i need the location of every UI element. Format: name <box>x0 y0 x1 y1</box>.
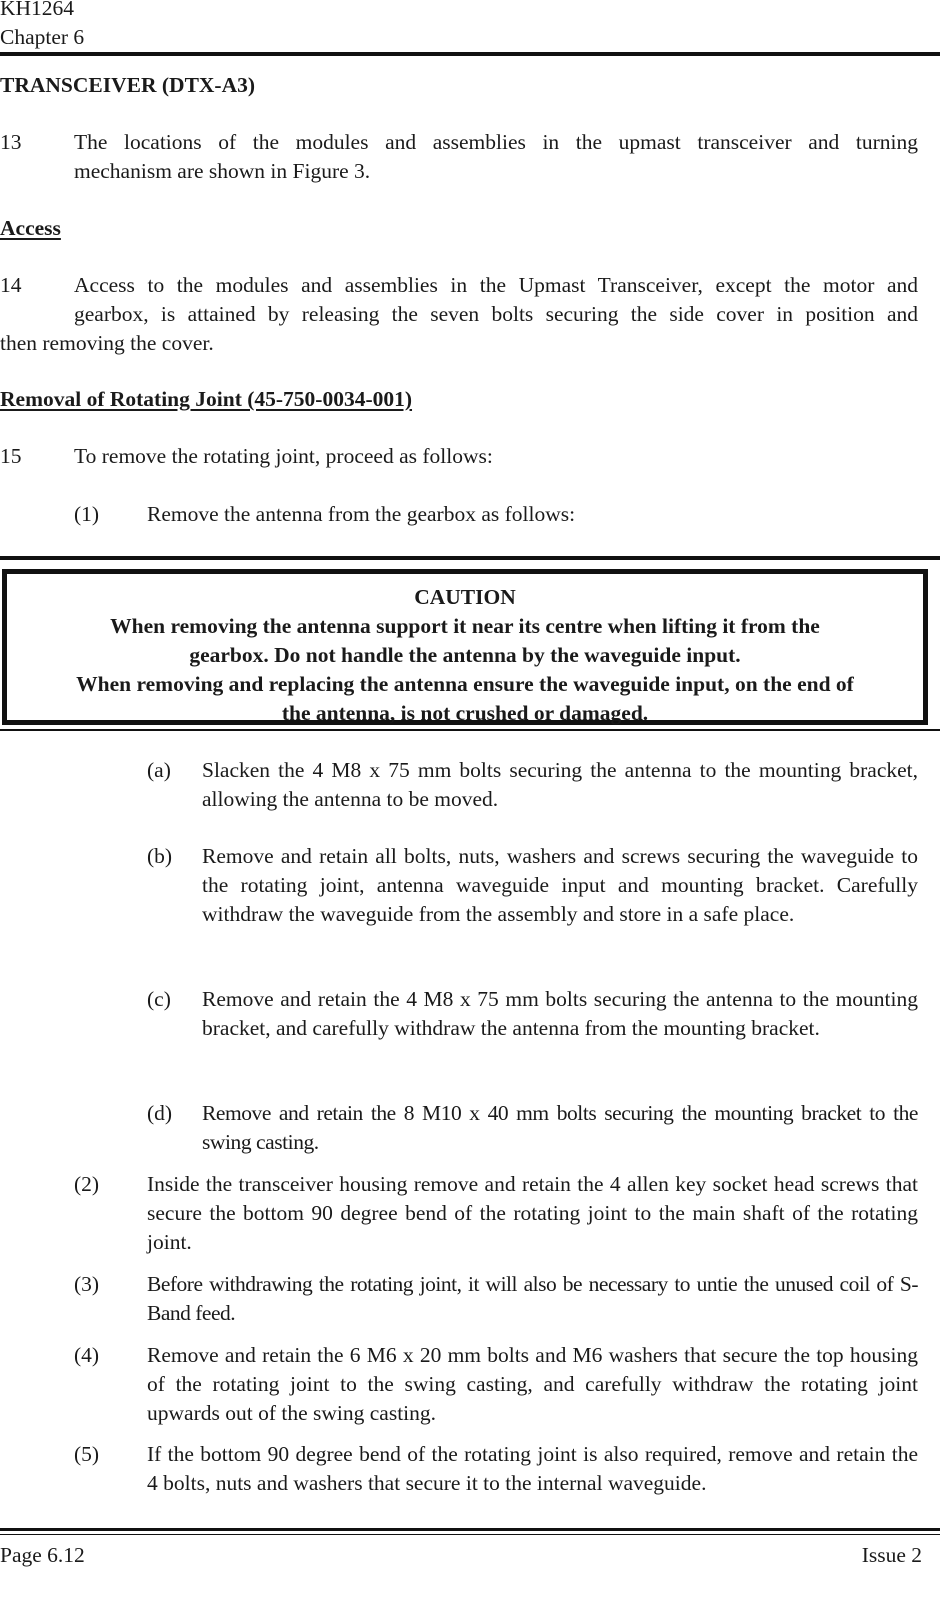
caution-title: CAUTION <box>414 585 516 609</box>
para-13-number: 13 <box>0 130 22 154</box>
substep-c-label: (c) <box>147 987 171 1011</box>
substep-b-label: (b) <box>147 844 173 868</box>
step-5-label: (5) <box>74 1442 100 1466</box>
substep-a-text: Slacken the 4 M8 x 75 mm bolts securing the antenna to the mounting bracket, allowing the antenna to be moved. <box>202 758 918 811</box>
caution-line-1: When removing the antenna support it near its centre when lifting it from the <box>110 614 820 638</box>
caution-top-rule <box>0 556 940 560</box>
page-number: Page 6.12 <box>0 1543 85 1567</box>
step-2-label: (2) <box>74 1172 100 1196</box>
para-13-line1: The locations of the modules and assemblies in the upmast transceiver and turning <box>74 130 918 154</box>
doc-code: KH1264 <box>0 0 75 20</box>
section-title: TRANSCEIVER (DTX-A3) <box>0 73 256 97</box>
para-14-line2: gearbox, is attained by releasing the seven bolts securing the side cover in position and <box>74 302 918 326</box>
step-1-text: Remove the antenna from the gearbox as follows: <box>147 502 576 526</box>
para-13-line2: mechanism are shown in Figure 3. <box>74 159 371 183</box>
issue-label: Issue 2 <box>861 1543 922 1567</box>
step-3-label: (3) <box>74 1272 100 1296</box>
caution-line-3: When removing and replacing the antenna ensure the waveguide input, on the end of <box>76 672 854 696</box>
substep-d-label: (d) <box>147 1101 173 1125</box>
para-14-line1: Access to the modules and assemblies in the Upmast Transceiver, except the motor and <box>74 273 918 297</box>
substep-d-text: Remove and retain the 8 M10 x 40 mm bolts securing the mounting bracket to the swing casting. <box>202 1101 918 1154</box>
step-3-text: Before withdrawing the rotating joint, it will also be necessary to untie the unused coil of S-Band feed. <box>147 1272 918 1325</box>
footer-rule-thick <box>0 1528 940 1531</box>
substep-c-text: Remove and retain the 4 M8 x 75 mm bolts securing the antenna to the mounting bracket, and carefully withdraw the antenna from the mounting bracket. <box>202 987 918 1040</box>
substep-a-label: (a) <box>147 758 171 782</box>
para-15-intro: To remove the rotating joint, proceed as follows: <box>74 444 493 468</box>
footer-rule-thin <box>0 1534 940 1535</box>
substep-b-text: Remove and retain all bolts, nuts, washers and screws securing the waveguide to the rotating joint, antenna waveguide input and mounting bracket. Carefully withdraw the waveguide from the assembly and store in a safe place. <box>202 844 918 926</box>
para-14-line3: then removing the cover. <box>0 331 214 355</box>
step-2-text: Inside the transceiver housing remove and retain the 4 allen key socket head screws that secure the bottom 90 degree bend of the rotating joint to the main shaft of the rotating joint. <box>147 1172 918 1254</box>
caution-bottom-rule <box>0 729 940 731</box>
access-heading: Access <box>0 216 61 240</box>
para-15-number: 15 <box>0 444 22 468</box>
step-1-label: (1) <box>74 502 100 526</box>
header-rule <box>0 52 940 56</box>
step-4-text: Remove and retain the 6 M6 x 20 mm bolts and M6 washers that secure the top housing of the rotating joint to the swing casting, and carefully withdraw the rotating joint upwards out of the swing casting. <box>147 1343 918 1425</box>
step-4-label: (4) <box>74 1343 100 1367</box>
caution-line-4: the antenna, is not crushed or damaged. <box>281 701 649 725</box>
caution-box <box>2 569 928 725</box>
removal-heading: Removal of Rotating Joint (45-750-0034-001) <box>0 387 413 411</box>
step-5-text: If the bottom 90 degree bend of the rotating joint is also required, remove and retain the 4 bolts, nuts and washers that secure it to the internal waveguide. <box>147 1442 918 1495</box>
chapter-label: Chapter 6 <box>0 25 85 49</box>
para-14-number: 14 <box>0 273 22 297</box>
caution-line-2: gearbox. Do not handle the antenna by the waveguide input. <box>189 643 741 667</box>
